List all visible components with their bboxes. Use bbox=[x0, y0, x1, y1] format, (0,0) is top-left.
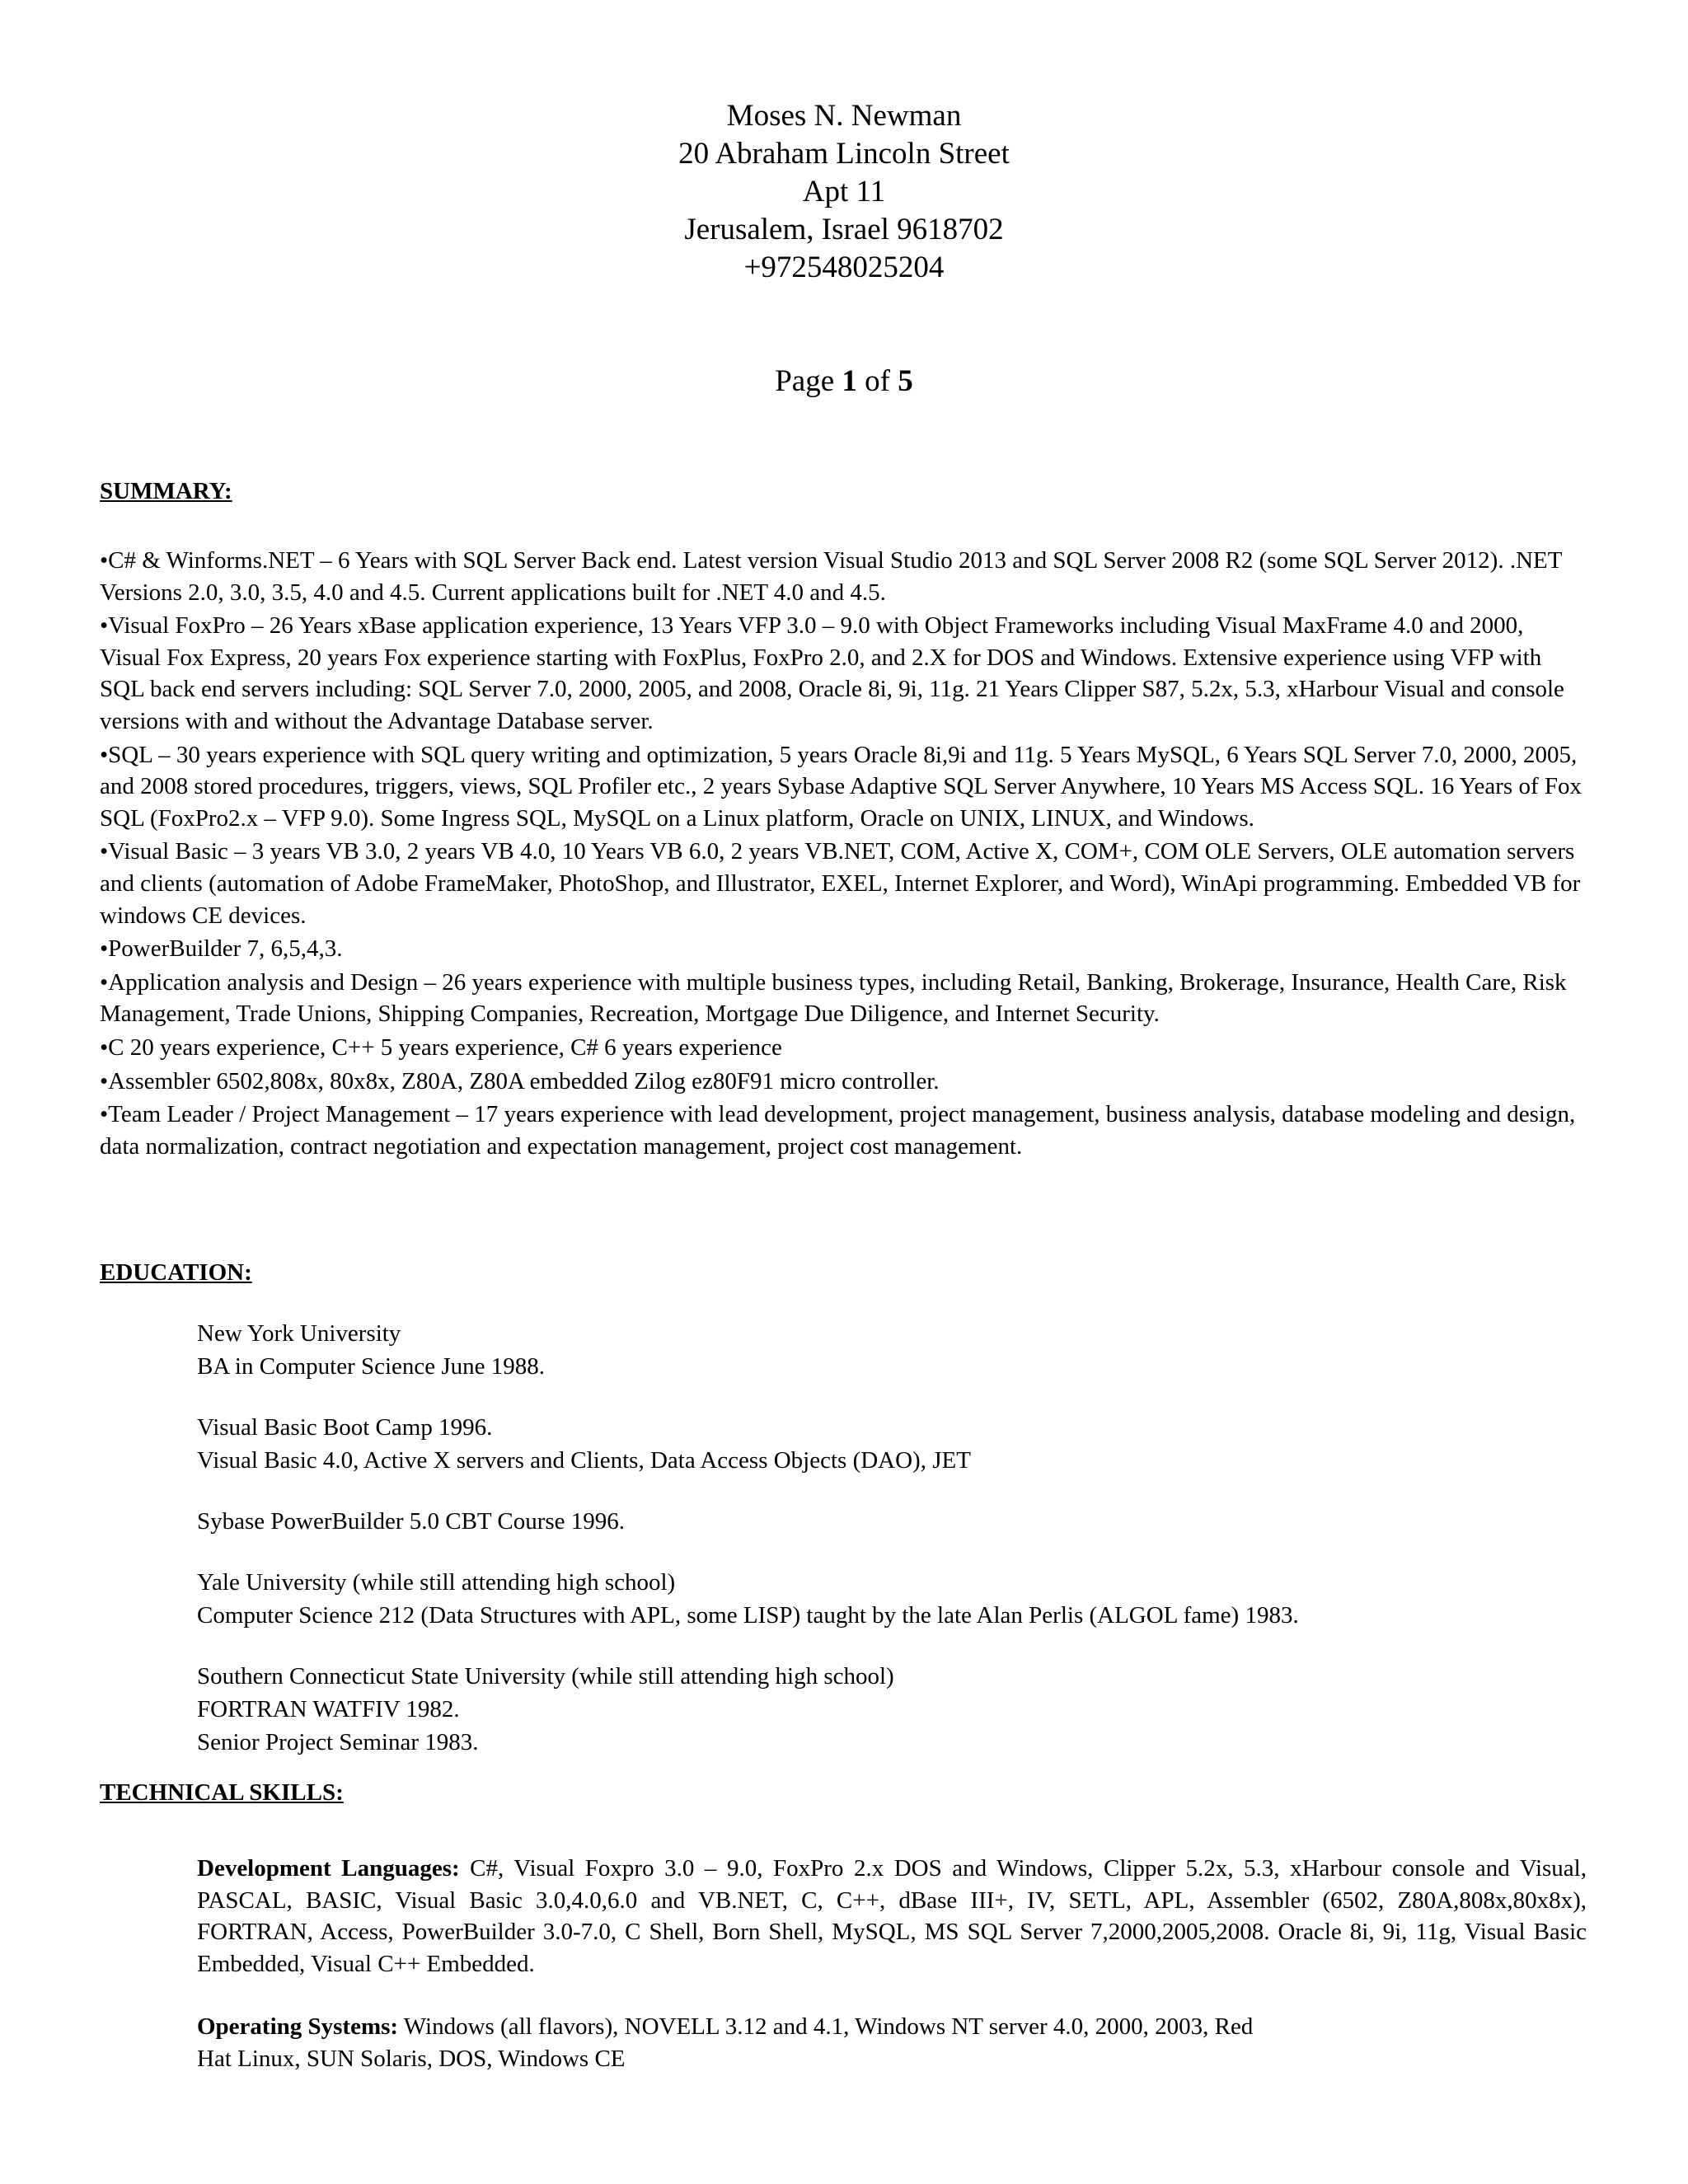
bullet-icon: • bbox=[100, 935, 109, 963]
apartment: Apt 11 bbox=[802, 175, 886, 209]
technical-skills-heading: TECHNICAL SKILLS: bbox=[100, 1779, 344, 1806]
summary-item bbox=[100, 1066, 1583, 1098]
summary-item-text: PowerBuilder 7, 6,5,4,3. bbox=[108, 935, 343, 963]
summary-item bbox=[100, 967, 1583, 1030]
education-line: Sybase PowerBuilder 5.0 CBT Course 1996. bbox=[197, 1508, 626, 1535]
operating-systems-label: Operating Systems: bbox=[197, 2013, 399, 2041]
operating-systems bbox=[197, 2011, 1587, 2074]
education-line: BA in Computer Science June 1988. bbox=[197, 1353, 546, 1380]
page-prefix: Page bbox=[775, 364, 842, 398]
summary-item bbox=[100, 739, 1583, 835]
summary-item bbox=[100, 610, 1583, 737]
education-line: Visual Basic Boot Camp 1996. bbox=[197, 1414, 493, 1441]
bullet-icon: • bbox=[100, 1101, 109, 1128]
development-languages-text: C#, Visual Foxpro 3.0 – 9.0, FoxPro 2.x DOS and Windows, Clipper 5.2x, 5.3, xHarbour console and Visual, PASCAL, BASIC, Visual Basic 3.0,4.0,6.0 and VB.NET, C, C++, dBase III+, IV, SETL, APL, Assembler (6502, Z80A,808x,80x8x), FORTRAN, Access, PowerBuilder 3.0-7.0, C Shell, Born Shell, MySQL, MS SQL Server 7,2000,2005,2008. Oracle 8i, 9i, 11g, Visual Basic Embedded, Visual C++ Embedded. bbox=[197, 1855, 1587, 1977]
summary-item-text: Application analysis and Design – 26 years experience with multiple business types, including Retail, Banking, Brokerage, Insurance, Health Care, Risk Management, Trade Unions, Shipping Companies, Recreation, Mortgage Due Diligence, and Internet Security. bbox=[100, 968, 1567, 1028]
page-current: 1 bbox=[842, 364, 857, 398]
bullet-icon: • bbox=[100, 612, 109, 640]
development-languages-label: Development Languages: bbox=[197, 1855, 460, 1882]
summary-item-text: Visual FoxPro – 26 Years xBase application experience, 13 Years VFP 3.0 – 9.0 with Object Frameworks including Visual MaxFrame 4.0 and 2000, Visual Fox Express, 20 years Fox experience starting with FoxPlus, FoxPro 2.0, and 2.X for DOS and Windows. Extensive experience using VFP with SQL back end servers including: SQL Server 7.0, 2000, 2005, and 2008, Oracle 8i, 9i, 11g. 21 Years Clipper S87, 5.2x, 5.3, xHarbour Visual and console versions with and without the Advantage Database server. bbox=[100, 612, 1564, 734]
bullet-icon: • bbox=[100, 1033, 109, 1061]
summary-item bbox=[100, 933, 1583, 965]
bullet-icon: • bbox=[100, 838, 109, 865]
summary-item-text: Visual Basic – 3 years VB 3.0, 2 years VB 4.0, 10 Years VB 6.0, 2 years VB.NET, COM, Active X, COM+, COM OLE Servers, OLE automation servers and clients (automation of Adobe FrameMaker, PhotoShop, and Illustrator, EXEL, Internet Explorer, and Word), WinApi programming. Embedded VB for windows CE devices. bbox=[100, 838, 1581, 929]
city-country-postal: Jerusalem, Israel 9618702 bbox=[684, 213, 1004, 246]
bullet-icon: • bbox=[100, 741, 109, 768]
education-line: Yale University (while still attending high school) bbox=[197, 1569, 676, 1596]
summary-item bbox=[100, 1099, 1583, 1162]
education-entry bbox=[197, 1566, 1557, 1632]
phone-number: +972548025204 bbox=[743, 251, 945, 284]
technical-skills-body bbox=[197, 1853, 1587, 2107]
summary-item-text: C# & Winforms.NET – 6 Years with SQL Server Back end. Latest version Visual Studio 2013 and SQL Server 2008 R2 (some SQL Server 2012). .NET Versions 2.0, 3.0, 3.5, 4.0 and 4.5. Current applications built for .NET 4.0 and 4.5. bbox=[100, 547, 1562, 606]
operating-systems-line1: Windows (all flavors), NOVELL 3.12 and 4.1, Windows NT server 4.0, 2000, 2003, Red bbox=[398, 2013, 1254, 2041]
summary-item-text: Assembler 6502,808x, 80x8x, Z80A, Z80A embedded Zilog ez80F91 micro controller. bbox=[108, 1067, 940, 1094]
applicant-name: Moses N. Newman bbox=[726, 99, 962, 133]
development-languages bbox=[197, 1853, 1587, 1980]
education-entry bbox=[197, 1411, 1557, 1477]
summary-item-text: C 20 years experience, C++ 5 years experience, C# 6 years experience bbox=[108, 1033, 782, 1061]
education-line: Southern Connecticut State University (while still attending high school) bbox=[197, 1663, 894, 1690]
bullet-icon: • bbox=[100, 1067, 109, 1094]
summary-list bbox=[100, 545, 1583, 1164]
education-entry bbox=[197, 1660, 1557, 1759]
summary-item bbox=[100, 1032, 1583, 1064]
education-entry bbox=[197, 1505, 1557, 1538]
operating-systems-line2: Hat Linux, SUN Solaris, DOS, Windows CE bbox=[197, 2045, 626, 2072]
summary-item bbox=[100, 836, 1583, 931]
education-list bbox=[197, 1317, 1557, 1787]
page-of: of bbox=[856, 364, 898, 398]
contact-header bbox=[0, 97, 1688, 287]
bullet-icon: • bbox=[100, 968, 109, 996]
education-line: Computer Science 212 (Data Structures with APL, some LISP) taught by the late Alan Perlis (ALGOL fame) 1983. bbox=[197, 1602, 1299, 1629]
summary-item-text: Team Leader / Project Management – 17 years experience with lead development, project management, business analysis, database modeling and design, data normalization, contract negotiation and expectation management, project cost management. bbox=[100, 1101, 1576, 1160]
education-entry bbox=[197, 1317, 1557, 1383]
bullet-icon: • bbox=[100, 547, 109, 574]
page-indicator bbox=[0, 363, 1688, 401]
street-address: 20 Abraham Lincoln Street bbox=[678, 137, 1010, 171]
education-heading: EDUCATION: bbox=[100, 1259, 252, 1286]
education-line: Senior Project Seminar 1983. bbox=[197, 1729, 479, 1755]
summary-item bbox=[100, 545, 1583, 608]
education-line: Visual Basic 4.0, Active X servers and Clients, Data Access Objects (DAO), JET bbox=[197, 1447, 971, 1474]
summary-heading: SUMMARY: bbox=[100, 478, 232, 504]
summary-item-text: SQL – 30 years experience with SQL query writing and optimization, 5 years Oracle 8i,9i and 11g. 5 Years MySQL, 6 Years SQL Server 7.0, 2000, 2005, and 2008 stored procedures, triggers, views, SQL Profiler etc., 2 years Sybase Adaptive SQL Server Anywhere, 10 Years MS Access SQL. 16 Years of Fox SQL (FoxPro2.x – VFP 9.0). Some Ingress SQL, MySQL on a Linux platform, Oracle on UNIX, LINUX, and Windows. bbox=[100, 741, 1582, 832]
education-line: New York University bbox=[197, 1320, 401, 1347]
education-line: FORTRAN WATFIV 1982. bbox=[197, 1696, 460, 1722]
page-total: 5 bbox=[898, 364, 913, 398]
